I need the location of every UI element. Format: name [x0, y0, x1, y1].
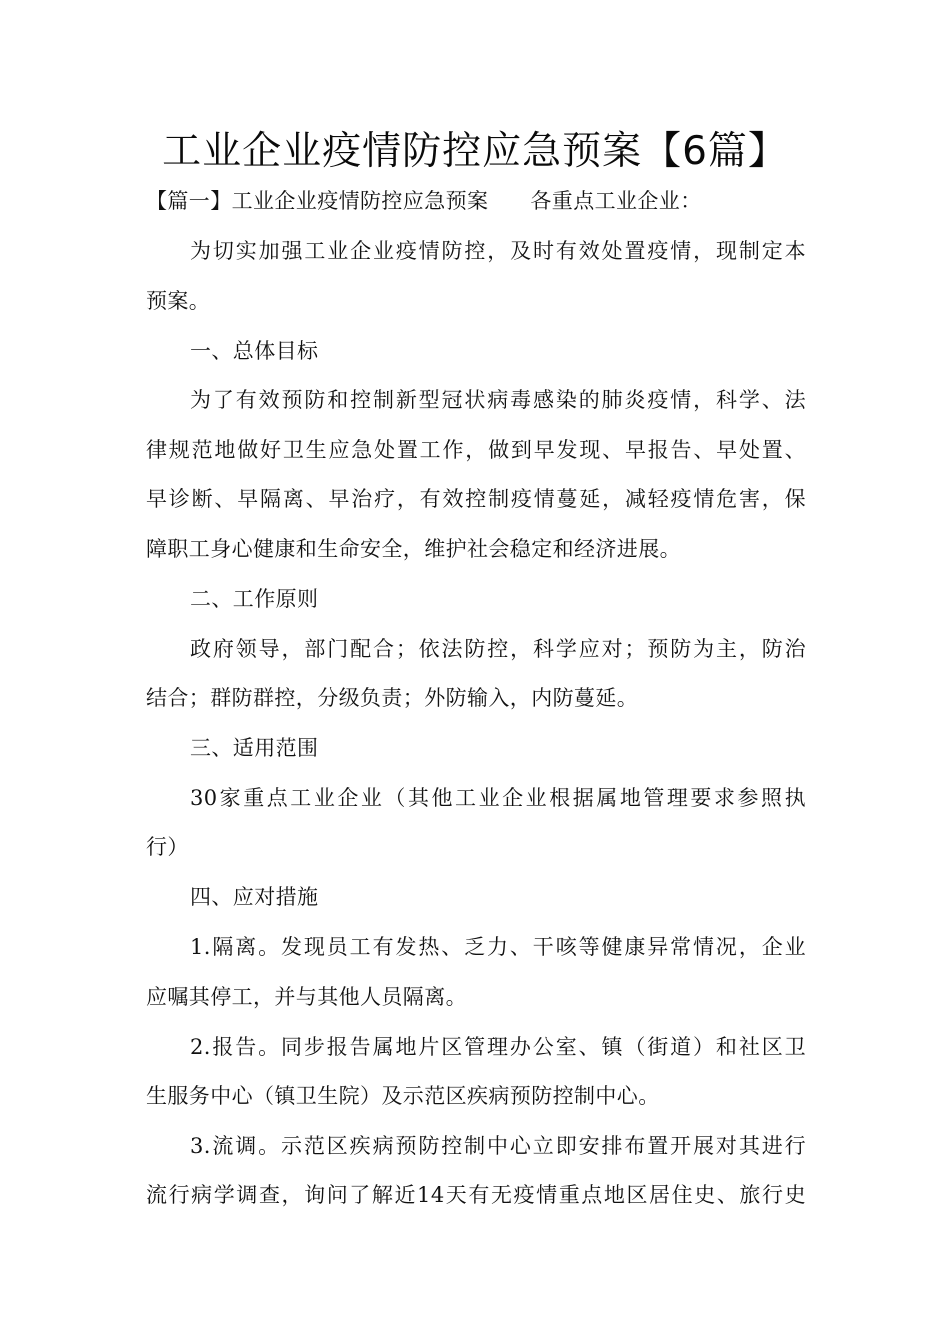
paragraph-line: 3.流调。示范区疾病预防控制中心立即安排布置开展对其进行	[190, 1134, 806, 1158]
paragraph-line: 流行病学调查，询问了解近14天有无疫情重点地区居住史、旅行史	[146, 1183, 806, 1207]
paragraph-line: 政府领导，部门配合；依法防控，科学应对；预防为主，防治	[190, 637, 806, 661]
paragraph-line: 30家重点工业企业（其他工业企业根据属地管理要求参照执	[190, 786, 806, 810]
paragraph-line: 障职工身心健康和生命安全，维护社会稳定和经济进展。	[146, 537, 681, 561]
section-heading: 【篇一】工业企业疫情防控应急预案	[146, 189, 489, 213]
subheading-line	[146, 186, 806, 216]
section-heading: 三、适用范围	[190, 736, 319, 760]
paragraph-line: 律规范地做好卫生应急处置工作，做到早发现、早报告、早处置、	[146, 438, 806, 462]
paragraph-line: 结合；群防群控，分级负责；外防输入，内防蔓延。	[146, 686, 639, 710]
paragraph-line: 早诊断、早隔离、早治疗，有效控制疫情蔓延，减轻疫情危害，保	[146, 487, 806, 511]
paragraph-line: 为了有效预防和控制新型冠状病毒感染的肺炎疫情，科学、法	[190, 388, 806, 412]
document-title: 工业企业疫情防控应急预案【6篇】	[162, 129, 788, 174]
section-heading: 一、总体目标	[190, 339, 319, 363]
paragraph-line: 行）	[146, 835, 189, 859]
section-heading: 四、应对措施	[190, 885, 319, 909]
paragraph-line: 预案。	[146, 289, 211, 313]
paragraph-line: 生服务中心（镇卫生院）及示范区疾病预防控制中心。	[146, 1084, 660, 1108]
paragraph-line: 2.报告。同步报告属地片区管理办公室、镇（街道）和社区卫	[190, 1035, 806, 1059]
paragraph-line: 1.隔离。发现员工有发热、乏力、干咳等健康异常情况，企业	[190, 935, 806, 959]
paragraph-line: 应嘱其停工，并与其他人员隔离。	[146, 985, 467, 1009]
paragraph-line: 为切实加强工业企业疫情防控，及时有效处置疫情，现制定本	[190, 239, 806, 263]
section-heading: 二、工作原则	[190, 587, 319, 611]
salutation: 各重点工业企业：	[530, 189, 702, 213]
